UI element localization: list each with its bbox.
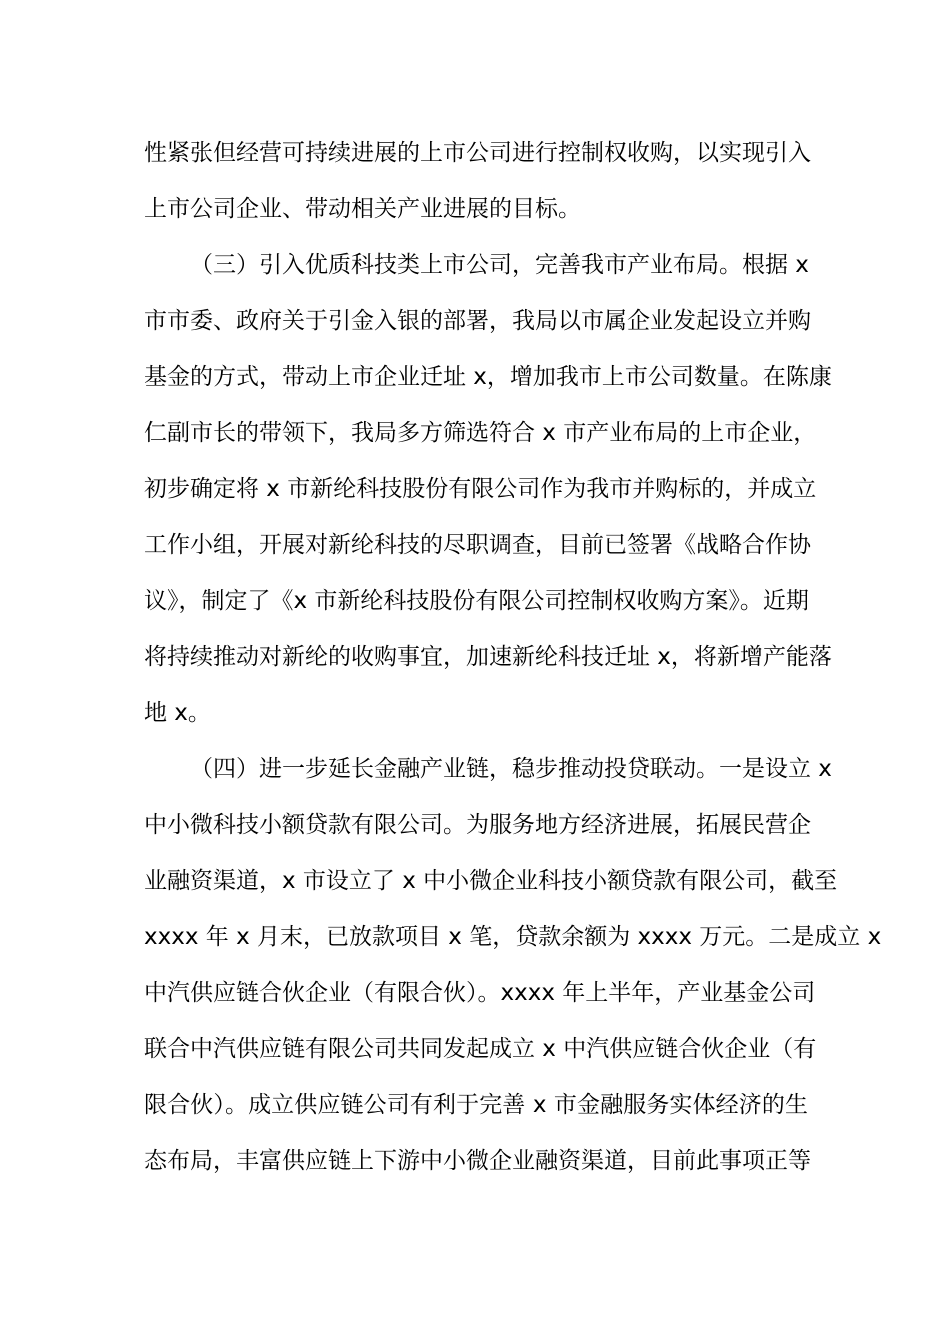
text-line-1: 性紧张但经营可持续进展的上市公司进行控制权收购，以实现引入 bbox=[144, 140, 811, 166]
text-line-15: xxxx 年 x 月末，已放款项目 x 笔，贷款余额为 xxxx 万元。二是成立 x bbox=[144, 924, 882, 950]
text-line-2: 上市公司企业、带动相关产业进展的目标。 bbox=[144, 196, 581, 222]
text-line-11: 地 x。 bbox=[144, 700, 211, 726]
text-line-13: 中小微科技小额贷款有限公司。为服务地方经济进展，拓展民营企 bbox=[144, 812, 811, 838]
text-line-7: 初步确定将 x 市新纶科技股份有限公司作为我市并购标的，并成立 bbox=[144, 476, 817, 502]
text-line-14: 业融资渠道，x 市设立了 x 中小微企业科技小额贷款有限公司，截至 bbox=[144, 868, 838, 894]
text-line-4: 市市委、政府关于引金入银的部署，我局以市属企业发起设立并购 bbox=[144, 308, 811, 334]
text-line-10: 将持续推动对新纶的收购事宜，加速新纶科技迁址 x，将新增产能落 bbox=[144, 644, 832, 670]
text-line-6: 仁副市长的带领下，我局多方筛选符合 x 市产业布局的上市企业， bbox=[144, 420, 817, 446]
section-heading-4: （四）进一步延长金融产业链，稳步推动投贷联动。一是设立 x bbox=[190, 756, 832, 782]
text-line-16: 中汽供应链合伙企业（有限合伙）。xxxx 年上半年，产业基金公司 bbox=[144, 980, 816, 1006]
text-line-5: 基金的方式，带动上市企业迁址 x，增加我市上市公司数量。在陈康 bbox=[144, 364, 832, 390]
section-heading-3: （三）引入优质科技类上市公司，完善我市产业布局。根据 x bbox=[190, 252, 809, 278]
text-line-17: 联合中汽供应链有限公司共同发起成立 x 中汽供应链合伙企业（有 bbox=[144, 1036, 817, 1062]
text-line-18: 限合伙）。成立供应链公司有利于完善 x 市金融服务实体经济的生 bbox=[144, 1092, 808, 1118]
text-line-19: 态布局，丰富供应链上下游中小微企业融资渠道，目前此事项正等 bbox=[144, 1148, 811, 1174]
text-line-8: 工作小组，开展对新纶科技的尽职调查，目前已签署《战略合作协 bbox=[144, 532, 811, 558]
text-line-9: 议》，制定了《x 市新纶科技股份有限公司控制权收购方案》。近期 bbox=[144, 588, 809, 614]
